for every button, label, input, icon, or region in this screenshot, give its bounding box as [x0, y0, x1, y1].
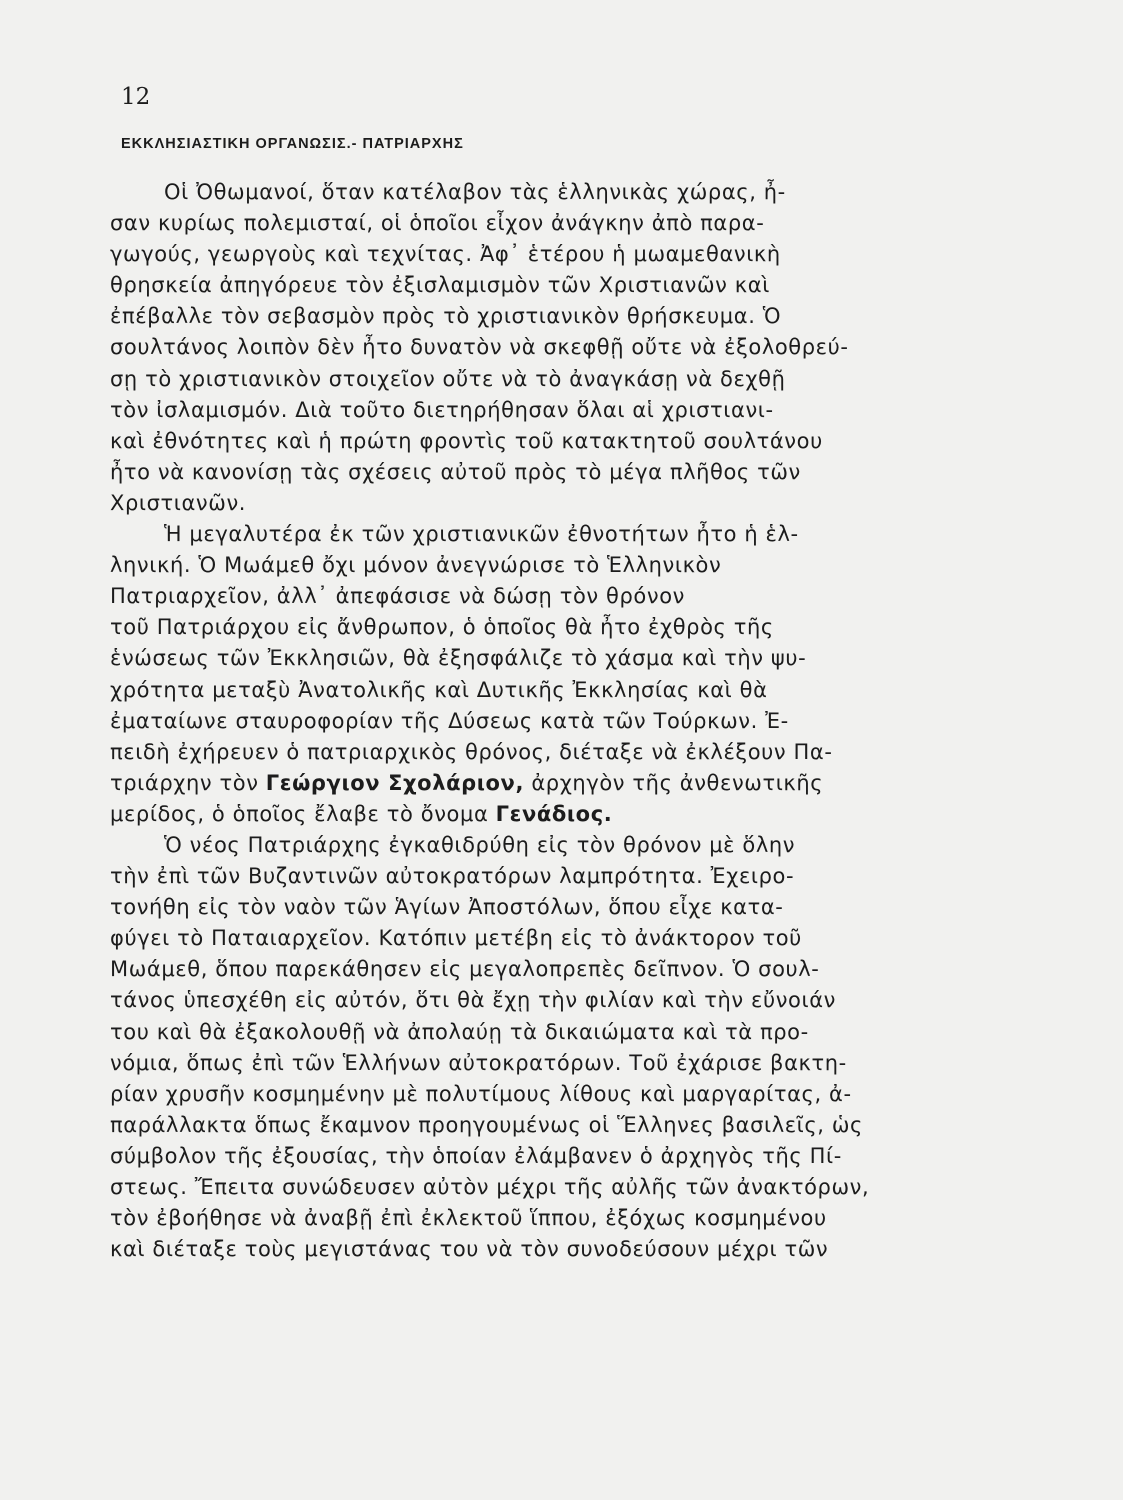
text-line: νόμια, ὅπως ἐπὶ τῶν Ἑλλήνων αὐτοκρατόρων. Τοῦ ἐχάρισε βακτη-: [110, 1050, 847, 1075]
text-line: Μωάμεθ, ὅπου παρεκάθησεν εἰς μεγαλοπρεπὲς δεῖπνον. Ὁ σουλ-: [110, 957, 820, 982]
text-line: τὸν ἰσλαμισμόν. Διὰ τοῦτο διετηρήθησαν ὅλαι αἱ χριστιανι-: [110, 397, 774, 422]
text-line: ρίαν χρυσῆν κοσμημένην μὲ πολυτίμους λίθους καὶ μαργαρίτας, ἀ-: [110, 1081, 852, 1106]
text-line: Ἡ μεγαλυτέρα ἐκ τῶν χριστιανικῶν ἐθνοτήτων ἦτο ἡ ἑλ-: [164, 522, 799, 547]
text-line: φύγει τὸ Παταιαρχεῖον. Κατόπιν μετέβη εἰς τὸ ἀνάκτορον τοῦ: [110, 926, 802, 951]
text-line: σῃ τὸ χριστιανικὸν στοιχεῖον οὔτε νὰ τὸ ἀναγκάσῃ νὰ δεχθῇ: [110, 366, 786, 391]
text-line: ἦτο νὰ κανονίσῃ τὰς σχέσεις αὐτοῦ πρὸς τὸ μέγα πλῆθος τῶν: [110, 459, 801, 484]
text-line: στεως. Ἔπειτα συνώδευσεν αὐτὸν μέχρι τῆς αὐλῆς τῶν ἀνακτόρων,: [110, 1175, 870, 1199]
text-line: τὸν ἐβοήθησε νὰ ἀναβῇ ἐπὶ ἐκλεκτοῦ ἵππου, ἐξόχως κοσμημένου: [110, 1206, 827, 1231]
text-line: τὴν ἐπὶ τῶν Βυζαντινῶν αὐτοκρατόρων λαμπρότητα. Ἐχειρο-: [110, 864, 795, 889]
bold-name: Γεώργιον Σχολάριον,: [265, 770, 525, 795]
body-text: [110, 177, 1020, 1265]
text-line: ἐπέβαλλε τὸν σεβασμὸν πρὸς τὸ χριστιανικὸν θρήσκευμα. Ὁ: [110, 304, 782, 329]
running-head: ΕΚΚΛΗΣΙΑΣΤΙΚΗ ΟΡΓΑΝΩΣΙΣ.- ΠΑΤΡΙΑΡΧΗΣ: [121, 136, 464, 152]
text-line: θρησκεία ἀπηγόρευε τὸν ἐξισλαμισμὸν τῶν Χριστιανῶν καὶ: [110, 273, 770, 298]
text-line: χρότητα μεταξὺ Ἀνατολικῆς καὶ Δυτικῆς Ἐκκλησίας καὶ θὰ: [110, 677, 768, 702]
text-line: ληνική. Ὁ Μωάμεθ ὄχι μόνον ἀνεγνώρισε τὸ Ἑλληνικὸν: [110, 553, 722, 578]
text-line: του καὶ θὰ ἐξακολουθῇ νὰ ἀπολαύῃ τὰ δικαιώματα καὶ τὰ προ-: [110, 1019, 809, 1044]
text-line: Οἱ Ὀθωμανοί, ὅταν κατέλαβον τὰς ἑλληνικὰς χώρας, ἦ-: [164, 180, 786, 204]
text-line: πειδὴ ἐχήρευεν ὁ πατριαρχικὸς θρόνος, διέταξε νὰ ἐκλέξουν Πα-: [110, 739, 833, 764]
text-line: μερίδος, ὁ ὁποῖος ἔλαβε τὸ ὄνομα Γενάδιος.: [110, 801, 613, 826]
text-line: τοῦ Πατριάρχου εἰς ἄνθρωπον, ὁ ὁποῖος θὰ ἦτο ἐχθρὸς τῆς: [110, 615, 774, 640]
text-line: τριάρχην τὸν Γεώργιον Σχολάριον, ἀρχηγὸν τῆς ἀνθενωτικῆς: [110, 770, 824, 795]
text-line: τονήθη εἰς τὸν ναὸν τῶν Ἁγίων Ἀποστόλων, ὅπου εἶχε κατα-: [110, 895, 784, 920]
text-line: Χριστιανῶν.: [110, 490, 247, 515]
text-line: ἑνώσεως τῶν Ἐκκλησιῶν, θὰ ἐξησφάλιζε τὸ χάσμα καὶ τὴν ψυ-: [110, 646, 807, 671]
text-line: παράλλακτα ὅπως ἔκαμνον προηγουμένως οἱ Ἕλληνες βασιλεῖς, ὡς: [110, 1112, 863, 1137]
bold-name: Γενάδιος.: [495, 801, 613, 826]
text-line: καὶ διέταξε τοὺς μεγιστάνας του νὰ τὸν συνοδεύσουν μέχρι τῶν: [110, 1237, 829, 1262]
text-line: γωγούς, γεωργοὺς καὶ τεχνίτας. Ἀφ᾽ ἑτέρου ἡ μωαμεθανικὴ: [110, 242, 781, 267]
text-line: καὶ ἐθνότητες καὶ ἡ πρώτη φροντὶς τοῦ κατακτητοῦ σουλτάνου: [110, 428, 823, 453]
page-number: 12: [121, 84, 151, 110]
text-line: σαν κυρίως πολεμισταί, οἱ ὁποῖοι εἶχον ἀνάγκην ἀπὸ παρα-: [110, 211, 765, 236]
text-line: τάνος ὑπεσχέθη εἰς αὐτόν, ὅτι θὰ ἔχῃ τὴν φιλίαν καὶ τὴν εὔνοιάν: [110, 988, 836, 1013]
text-line: σύμβολον τῆς ἐξουσίας, τὴν ὁποίαν ἐλάμβανεν ὁ ἀρχηγὸς τῆς Πί-: [110, 1143, 842, 1168]
text-line: σουλτάνος λοιπὸν δὲν ἦτο δυνατὸν νὰ σκεφθῇ οὔτε νὰ ἐξολοθρεύ-: [110, 335, 849, 360]
text-line: Ὁ νέος Πατριάρχης ἐγκαθιδρύθη εἰς τὸν θρόνον μὲ ὅλην: [164, 832, 796, 857]
text-line: Πατριαρχεῖον, ἀλλ᾽ ἀπεφάσισε νὰ δώσῃ τὸν θρόνον: [110, 584, 685, 609]
text-line: ἐματαίωνε σταυροφορίαν τῆς Δύσεως κατὰ τῶν Τούρκων. Ἐ-: [110, 708, 789, 733]
